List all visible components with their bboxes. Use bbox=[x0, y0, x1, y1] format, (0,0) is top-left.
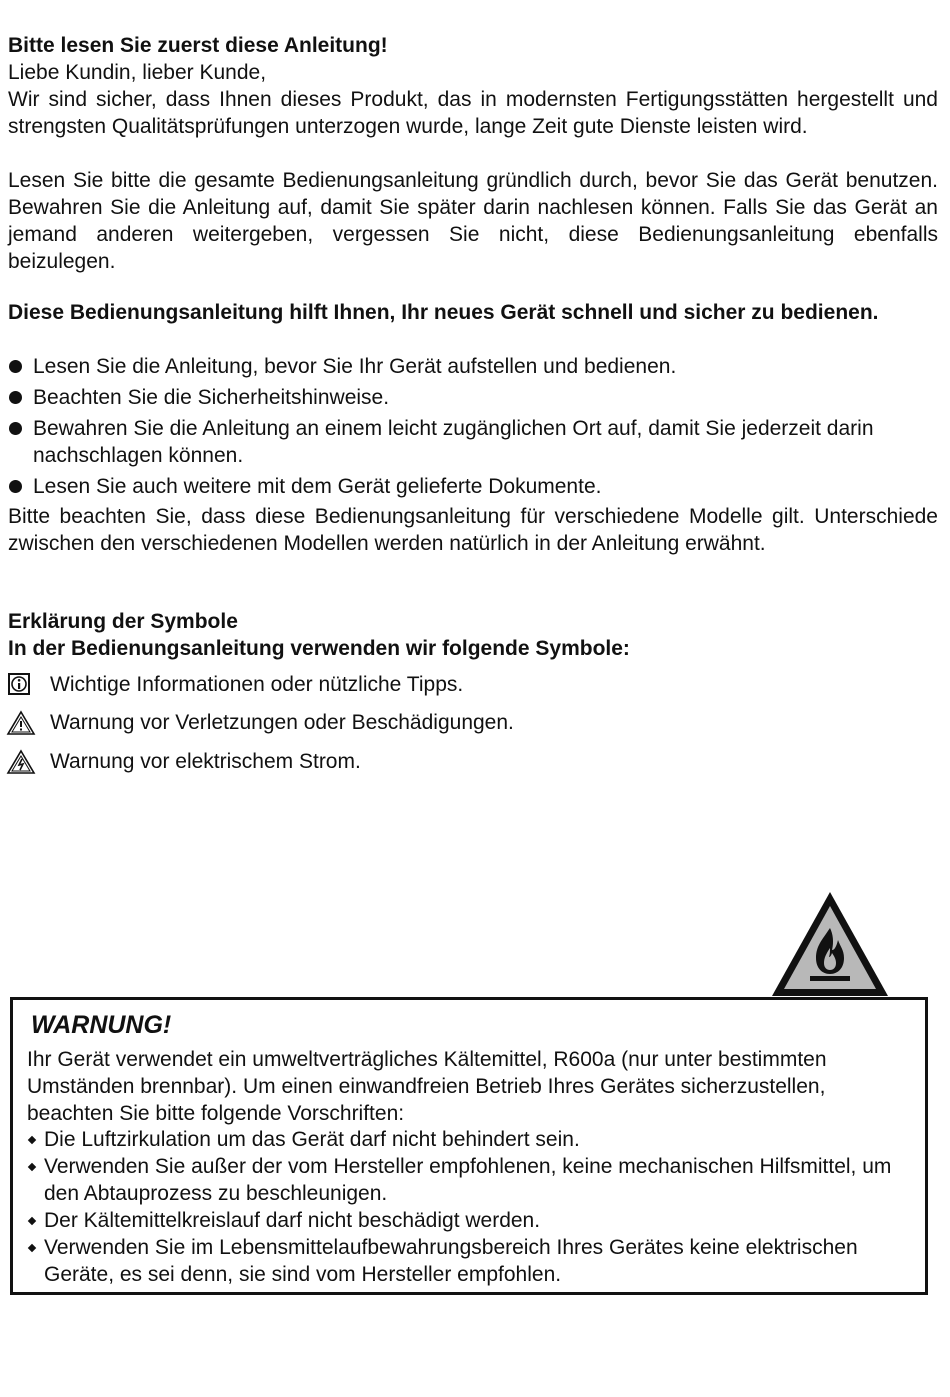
list-item-text: Die Luftzirkulation um das Gerät darf nicht behindert sein. bbox=[44, 1128, 580, 1151]
intro-paragraph-1: Wir sind sicher, dass Ihnen dieses Produkt, das in modernsten Fertigungsstätten hergestellt und strengsten Qualitätsprüfungen unterzogen wurde, lange Zeit gute Dienste leisten wird. bbox=[8, 88, 938, 138]
warning-box bbox=[10, 997, 928, 1295]
symbols-subheading: In der Bedienungsanleitung verwenden wir folgende Symbole: bbox=[8, 637, 630, 660]
help-heading: Diese Bedienungsanleitung hilft Ihnen, Ihr neues Gerät schnell und sicher zu bedienen. bbox=[8, 301, 879, 324]
list-item bbox=[27, 1126, 907, 1153]
symbol-description: Warnung vor Verletzungen oder Beschädigungen. bbox=[50, 711, 514, 734]
symbol-description: Warnung vor elektrischem Strom. bbox=[50, 750, 361, 773]
bullet-dot-icon bbox=[9, 391, 22, 404]
list-item-text: Verwenden Sie im Lebensmittelaufbewahrungsbereich Ihres Gerätes keine elektrischen Geräte, es sei denn, sie sind vom Hersteller empfohlen. bbox=[44, 1236, 858, 1286]
list-item-text: Lesen Sie auch weitere mit dem Gerät gelieferte Dokumente. bbox=[33, 475, 602, 498]
warning-bullet-list bbox=[27, 1126, 907, 1288]
list-item-text: Lesen Sie die Anleitung, bevor Sie Ihr Gerät aufstellen und bedienen. bbox=[33, 355, 677, 378]
intro-paragraph-2: Lesen Sie bitte die gesamte Bedienungsanleitung gründlich durch, bevor Sie das Gerät benutzen. Bewahren Sie die Anleitung auf, damit Sie später darin nachlesen können. Falls Sie das Gerät an jemand anderen weitergeben, vergessen Sie nicht, diese Bedienungsanleitung ebenfalls beizulegen. bbox=[8, 169, 938, 273]
flammable-warning-icon bbox=[770, 890, 890, 998]
bullet-diamond-icon bbox=[28, 1163, 36, 1171]
list-item-text: Verwenden Sie außer der vom Hersteller empfohlenen, keine mechanischen Hilfsmittel, um den Abtauprozess zu beschleunigen. bbox=[44, 1155, 892, 1205]
list-item bbox=[8, 473, 938, 500]
help-bullet-list bbox=[8, 353, 938, 504]
list-item bbox=[8, 415, 938, 469]
list-item bbox=[27, 1153, 907, 1207]
list-item bbox=[8, 384, 938, 411]
symbol-description: Wichtige Informationen oder nützliche Tipps. bbox=[50, 673, 464, 696]
list-item-text: Der Kältemittelkreislauf darf nicht beschädigt werden. bbox=[44, 1209, 541, 1232]
electric-warning-icon bbox=[6, 749, 36, 775]
symbols-heading: Erklärung der Symbole bbox=[8, 610, 238, 633]
symbol-row-warning bbox=[6, 709, 514, 736]
list-item-text: Bewahren Sie die Anleitung an einem leicht zugänglichen Ort auf, damit Sie jederzeit darin nachschlagen können. bbox=[33, 417, 874, 467]
info-icon bbox=[6, 672, 36, 698]
intro-heading: Bitte lesen Sie zuerst diese Anleitung! bbox=[8, 34, 388, 57]
symbol-row-electric bbox=[6, 748, 361, 775]
bullet-diamond-icon bbox=[28, 1217, 36, 1225]
list-item bbox=[8, 353, 938, 380]
bullet-diamond-icon bbox=[28, 1136, 36, 1144]
list-item-text: Beachten Sie die Sicherheitshinweise. bbox=[33, 386, 390, 409]
warning-triangle-icon bbox=[6, 710, 36, 736]
bullet-diamond-icon bbox=[28, 1244, 36, 1252]
bullet-dot-icon bbox=[9, 480, 22, 493]
models-note: Bitte beachten Sie, dass diese Bedienungsanleitung für verschiedene Modelle gilt. Unterschiede zwischen den verschiedenen Modellen werden natürlich in der Anleitung erwähnt. bbox=[8, 505, 938, 555]
list-item bbox=[27, 1207, 907, 1234]
list-item bbox=[27, 1234, 907, 1288]
warning-title: WARNUNG! bbox=[31, 1011, 172, 1039]
bullet-dot-icon bbox=[9, 360, 22, 373]
symbol-row-info bbox=[6, 671, 463, 698]
bullet-dot-icon bbox=[9, 422, 22, 435]
warning-text: Ihr Gerät verwendet ein umweltverträgliches Kältemittel, R600a (nur unter bestimmten Umständen brennbar). Um einen einwandfreien Betrieb Ihres Gerätes sicherzustellen, beachten Sie bitte folgende Vorschriften: bbox=[27, 1048, 827, 1125]
greeting: Liebe Kundin, lieber Kunde, bbox=[8, 61, 267, 84]
